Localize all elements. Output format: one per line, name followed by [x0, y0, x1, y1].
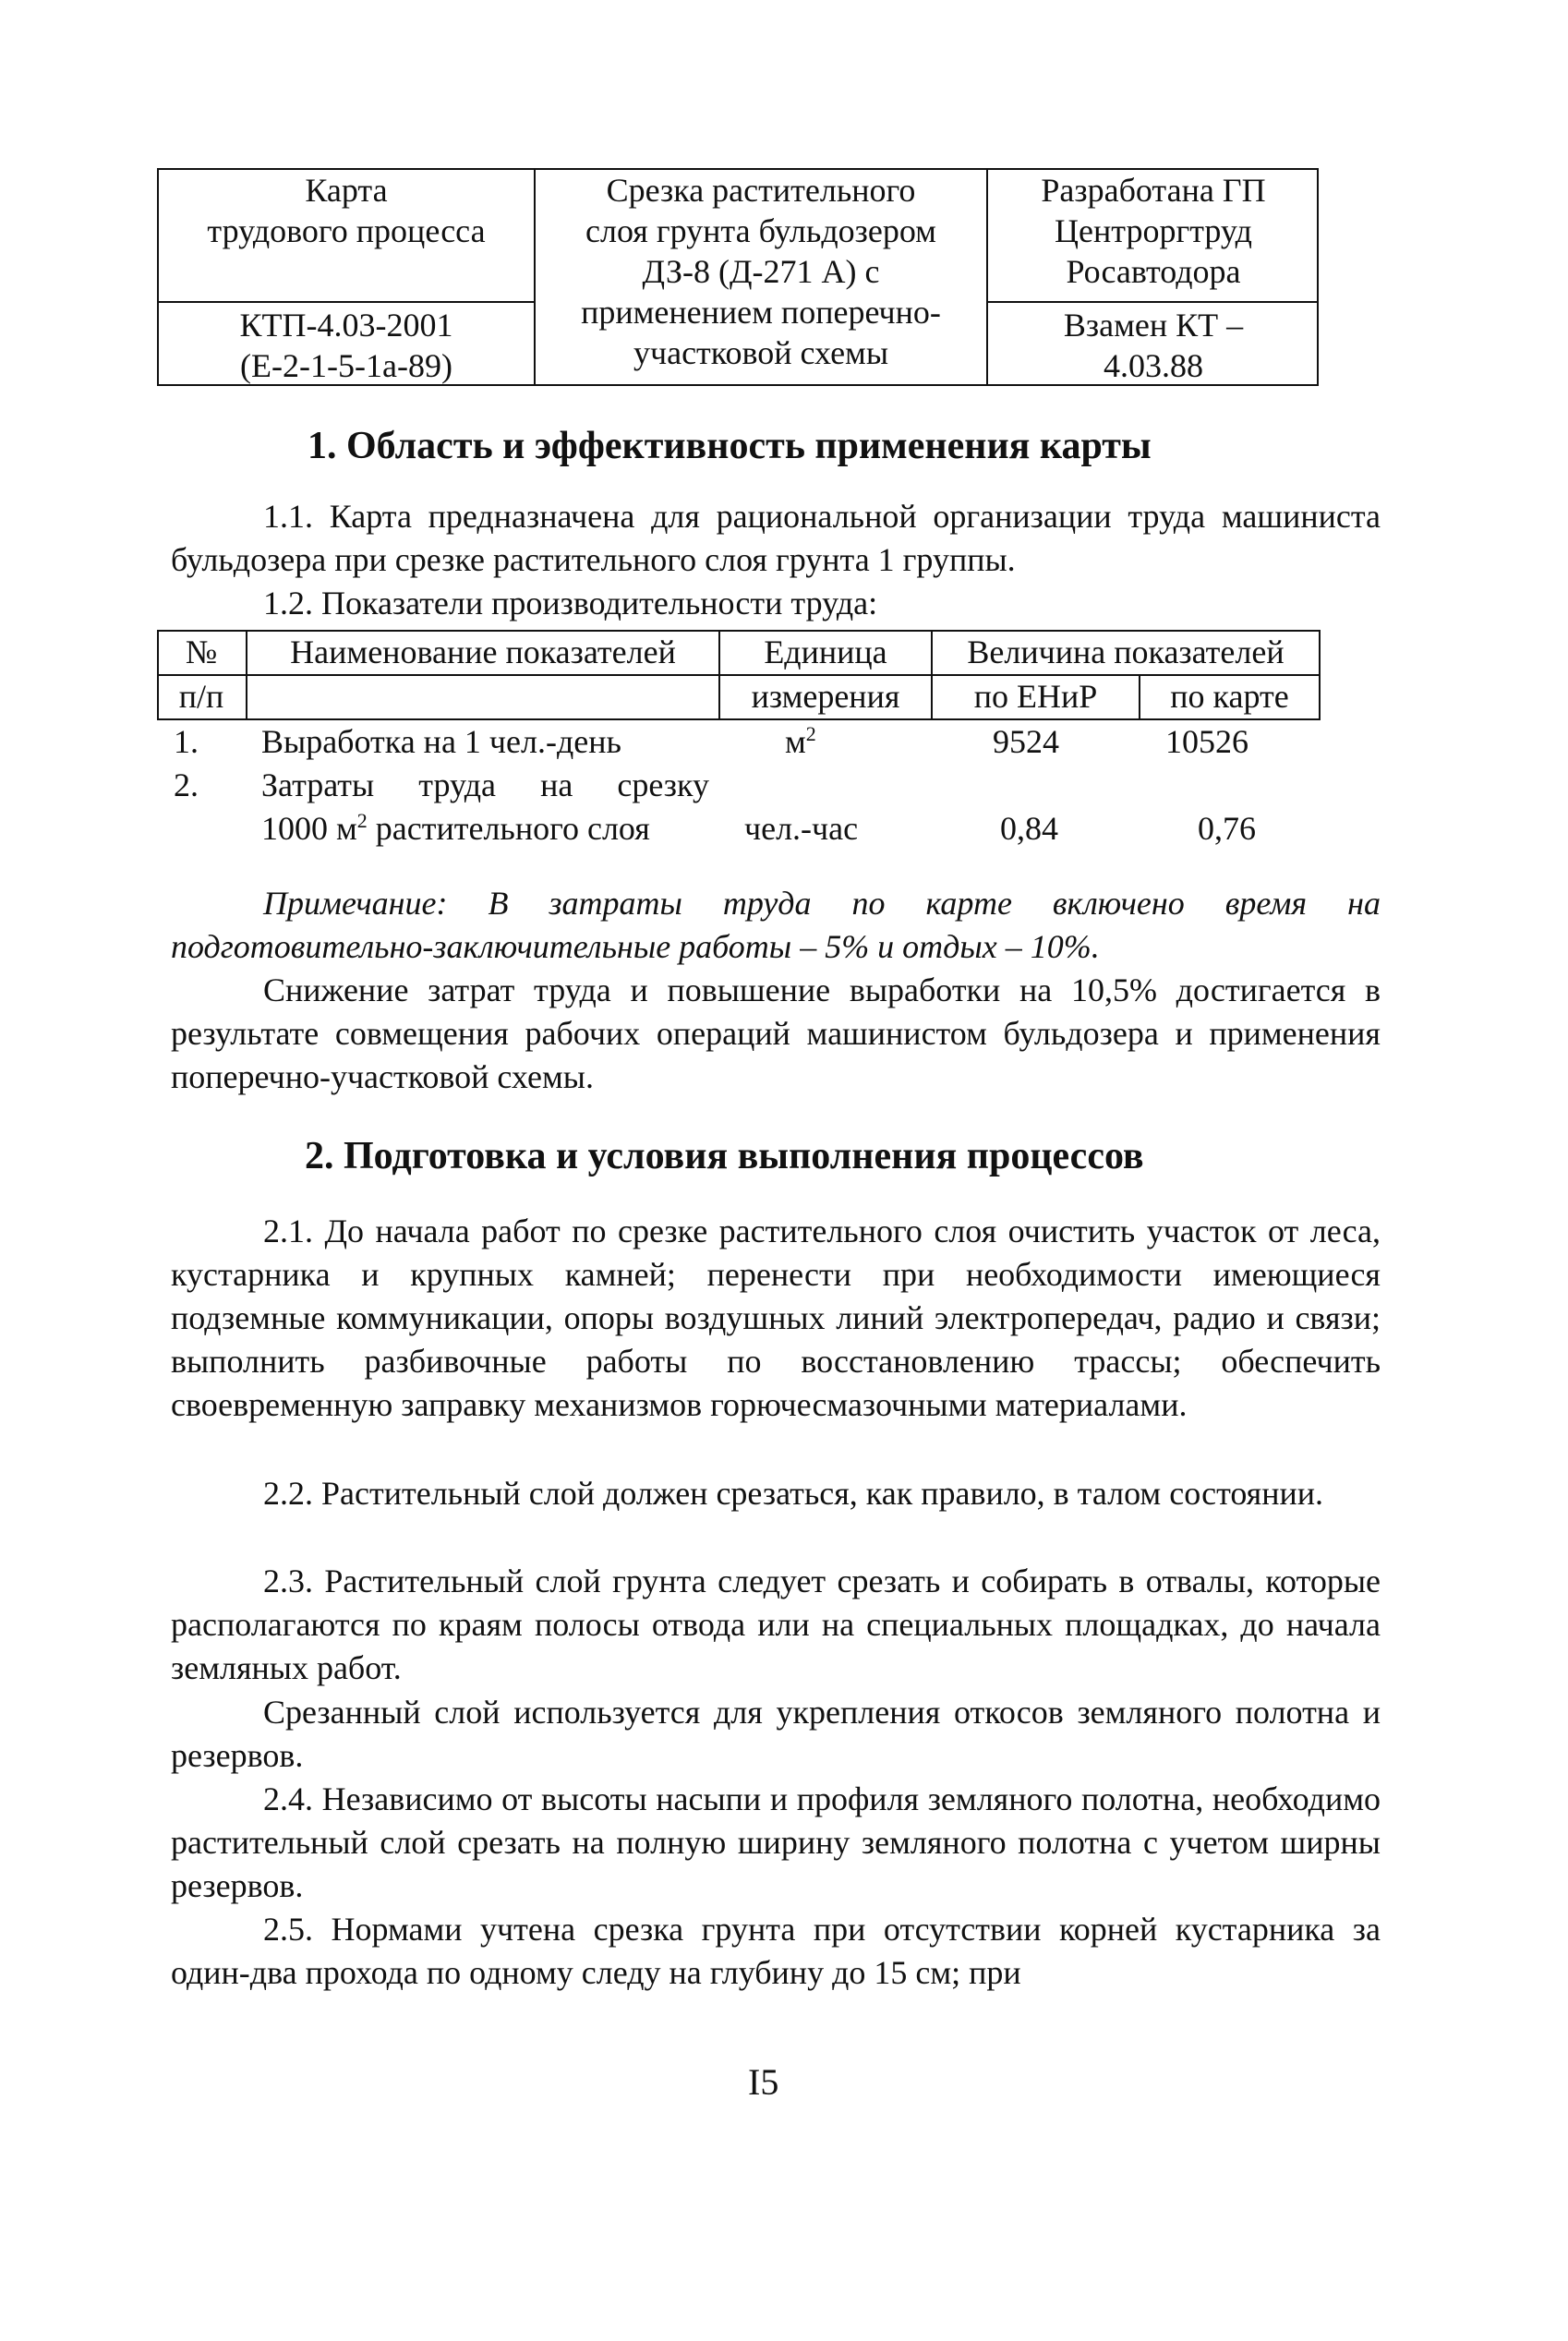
row-1-name: Выработка на 1 чел.-день [261, 723, 621, 760]
col-value-header: Величина показателей [967, 634, 1285, 670]
row-2-unit: чел.-час [744, 810, 859, 847]
replaces-info: Взамен КТ – 4.03.88 [1063, 307, 1244, 384]
col-unit-header-2: измерения [751, 678, 900, 715]
card-type-label: Карта трудового процесса [207, 172, 486, 249]
paragraph-2-1: 2.1. До начала работ по срезке растительного слоя очистить участок от леса, кустарника и крупных камней; перенести при необходимости имеющиеся подземные коммуникации, опоры воздушных линий электропередач, радио и связи; выполнить разбивочные работы по восстановлению трассы; обеспечить своевременную заправку механизмов горючесмазочными материалами. [171, 1213, 1381, 1423]
page-number: I5 [748, 2061, 779, 2103]
indicators-table-header [157, 630, 1321, 722]
card-subject: Срезка растительного слоя грунта бульдозером ДЗ-8 (Д-271 А) с применением поперечно- участковой схемы [581, 172, 941, 371]
divider [159, 301, 534, 303]
card-code: КТП-4.03-2001 (Е-2-1-5-1а-89) [239, 307, 453, 384]
note: Примечание: В затраты труда по карте включено время на подготовительно-заключительные работы – 5% и отдых – 10%. [171, 885, 1381, 965]
paragraph-2-3b: Срезанный слой используется для укрепления откосов земляного полотна и резервов. [171, 1694, 1381, 1774]
col-num-header: № [185, 634, 218, 670]
paragraph-1-2: 1.2. Показатели производительности труда: [263, 585, 878, 621]
paragraph-2-3: 2.3. Растительный слой грунта следует срезать и собирать в отвалы, которые располагаются по краям полосы отвода или на специальных площадках, до начала земляных работ. [171, 1563, 1381, 1686]
col-norm-header: по ЕНиР [973, 678, 1098, 715]
paragraph-2-4: 2.4. Независимо от высоты насыпи и профиля земляного полотна, необходимо растительный слой срезать на полную ширину земляного полотна с учетом ширны резервов. [171, 1780, 1381, 1904]
row-1-unit: $м^2$ [785, 722, 816, 760]
header-table [157, 168, 1319, 386]
col-num-header-2: п/п [178, 678, 224, 715]
row-1-card: 10526 [1165, 723, 1248, 760]
row-2-norm: 0,84 [1000, 810, 1058, 847]
divider [1319, 630, 1321, 720]
row-2-name: Затраты труда на срезку [261, 766, 709, 803]
paragraph-2-2: 2.2. Растительный слой должен срезаться, как правило, в талом состоянии. [263, 1475, 1323, 1512]
row-2-num: 2. [174, 766, 199, 803]
divider [986, 301, 1319, 303]
row-2-card: 0,76 [1198, 810, 1256, 847]
developer-info: Разработана ГП Центроргтруд Росавтодора [1041, 172, 1266, 290]
col-card-header: по карте [1170, 678, 1289, 715]
col-unit-header: Единица [764, 634, 887, 670]
col-name-header: Наименование показателей [290, 634, 676, 670]
paragraph-1-1: 1.1. Карта предназначена для рациональной организации труда машиниста бульдозера при срезке растительного слоя грунта 1 группы. [171, 498, 1381, 578]
section-2-title: 2. Подготовка и условия выполнения процессов [305, 1135, 1144, 1177]
row-2-name-2: 1000 $м^2$ растительного слоя [261, 809, 650, 847]
paragraph-2-5: 2.5. Нормами учтена срезка грунта при отсутствии корней кустарника за один-два прохода по одному следу на глубину до 15 см; при [171, 1911, 1381, 1991]
row-1-norm: 9524 [993, 723, 1059, 760]
section-1-title: 1. Область и эффективность применения карты [308, 425, 1152, 467]
row-1-num: 1. [174, 723, 199, 760]
reduction-paragraph: Снижение затрат труда и повышение выработки на 10,5% достигается в результате совмещения рабочих операций машинистом бульдозера и применения поперечно-участковой схемы. [171, 971, 1381, 1095]
